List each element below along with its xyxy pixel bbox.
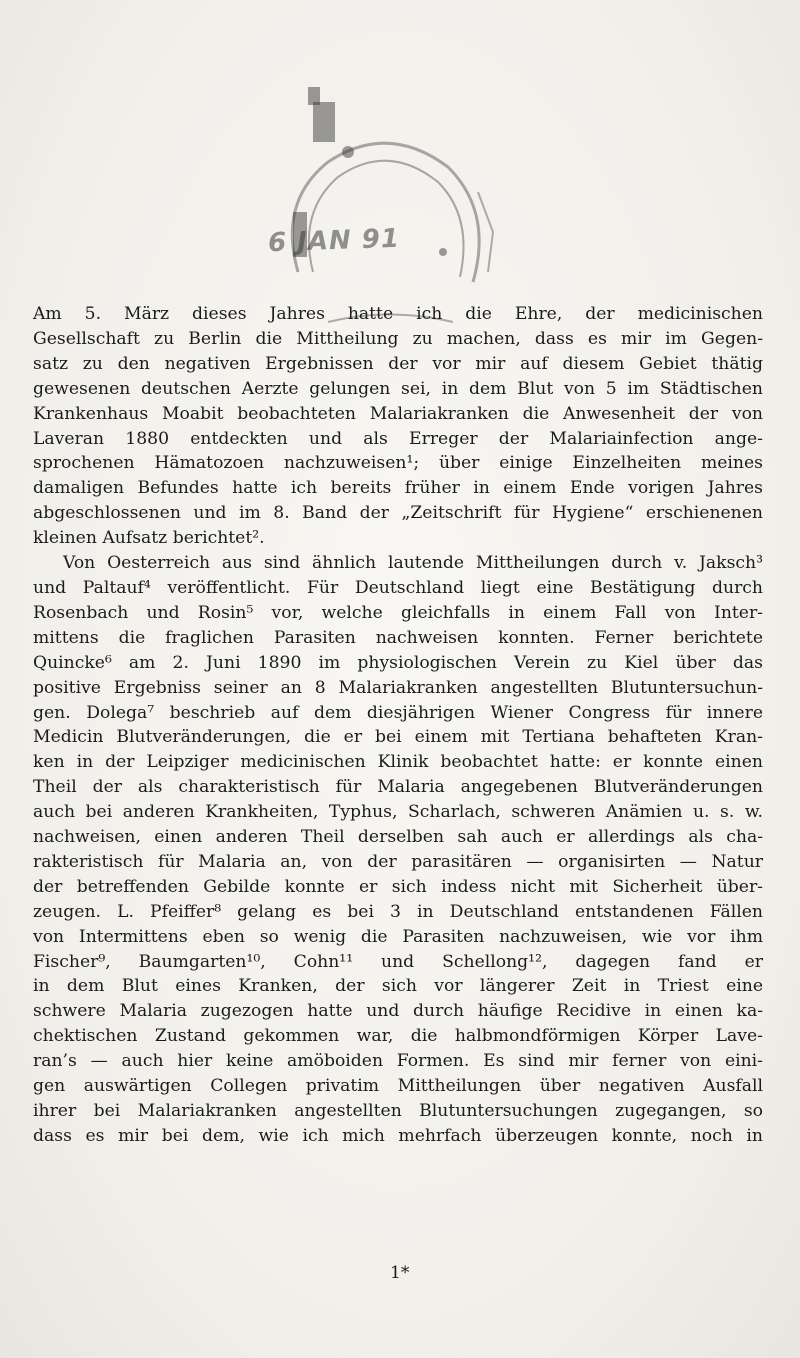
- text-line: schwere Malaria zugezogen hatte und durch häufige Recidive in einen ka-: [33, 1001, 763, 1022]
- text-line: Krankenhaus Moabit beobachteten Malariakranken die Anwesenheit der von: [33, 403, 763, 424]
- text-line: auch bei anderen Krankheiten, Typhus, Scharlach, schweren Anämien u. s. w.: [33, 802, 763, 823]
- text-line: der betreffenden Gebilde konnte er sich indess nicht mit Sicherheit über-: [33, 876, 763, 897]
- text-line: chektischen Zustand gekommen war, die halbmondförmigen Körper Lave-: [33, 1026, 763, 1047]
- text-line: positive Ergebniss seiner an 8 Malariakranken angestellten Blutuntersuchun-: [33, 677, 763, 698]
- text-line: in dem Blut eines Kranken, der sich vor längerer Zeit in Triest eine: [33, 976, 763, 997]
- text-line: rakteristisch für Malaria an, von der parasitären — organisirten — Natur: [33, 851, 763, 872]
- text-line: abgeschlossenen und im 8. Band der „Zeitschrift für Hygiene“ erschienenen: [33, 503, 763, 524]
- text-line: sprochenen Hämatozoen nachzuweisen¹; über einige Einzelheiten meines: [33, 453, 763, 474]
- text-line: Rosenbach und Rosin⁵ vor, welche gleichfalls in einem Fall von Inter-: [33, 602, 763, 623]
- text-line: und Paltauf⁴ veröffentlicht. Für Deutschland liegt eine Bestätigung durch: [33, 577, 763, 598]
- text-line: Gesellschaft zu Berlin die Mittheilung zu machen, dass es mir im Gegen-: [33, 328, 763, 349]
- text-line: mittens die fraglichen Parasiten nachweisen konnten. Ferner berichtete: [33, 627, 763, 648]
- text-line: nachweisen, einen anderen Theil derselben sah auch er allerdings als cha-: [33, 827, 763, 848]
- stamp-date: 6 JAN 91: [267, 223, 401, 259]
- text-line: Von Oesterreich aus sind ähnlich lautende Mittheilungen durch v. Jaksch³: [63, 553, 763, 574]
- text-line: von Intermittens eben so wenig die Parasiten nachzuweisen, wie vor ihm: [33, 926, 763, 947]
- text-line: satz zu den negativen Ergebnissen der vor mir auf diesem Gebiet thätig: [33, 353, 763, 374]
- text-line: damaligen Befundes hatte ich bereits früher in einem Ende vorigen Jahres: [33, 478, 763, 499]
- text-line: Medicin Blutveränderungen, die er bei einem mit Tertiana behafteten Kran-: [33, 727, 763, 748]
- text-line: ken in der Leipziger medicinischen Klinik beobachtet hatte: er konnte einen: [33, 752, 763, 773]
- text-line: gewesenen deutschen Aerzte gelungen sei, in dem Blut von 5 im Städtischen: [33, 378, 763, 399]
- text-line: Am 5. März dieses Jahres hatte ich die Ehre, der medicinischen: [33, 304, 763, 324]
- text-line: Quincke⁶ am 2. Juni 1890 im physiologischen Verein zu Kiel über das: [33, 652, 763, 673]
- body-text: [33, 302, 763, 1149]
- text-line: Theil der als charakteristisch für Malaria angegebenen Blutveränderungen: [33, 777, 763, 798]
- text-line: kleinen Aufsatz berichtet².: [33, 528, 265, 549]
- text-line: Fischer⁹, Baumgarten¹⁰, Cohn¹¹ und Schellong¹², dagegen fand er: [33, 951, 763, 972]
- text-line: ran’s — auch hier keine amöboiden Formen. Es sind mir ferner von eini-: [33, 1051, 763, 1072]
- page-number: 1*: [390, 1263, 410, 1283]
- text-line: Laveran 1880 entdeckten und als Erreger der Malariainfection ange-: [33, 428, 763, 449]
- text-line: gen auswärtigen Collegen privatim Mittheilungen über negativen Ausfall: [33, 1076, 763, 1097]
- text-line: dass es mir bei dem, wie ich mich mehrfach überzeugen konnte, noch in: [33, 1125, 763, 1146]
- text-line: zeugen. L. Pfeiffer⁸ gelang es bei 3 in Deutschland entstandenen Fällen: [33, 901, 763, 922]
- text-line: gen. Dolega⁷ beschrieb auf dem diesjährigen Wiener Congress für innere: [33, 702, 763, 723]
- text-line: ihrer bei Malariakranken angestellten Blutuntersuchungen zugegangen, so: [33, 1101, 763, 1121]
